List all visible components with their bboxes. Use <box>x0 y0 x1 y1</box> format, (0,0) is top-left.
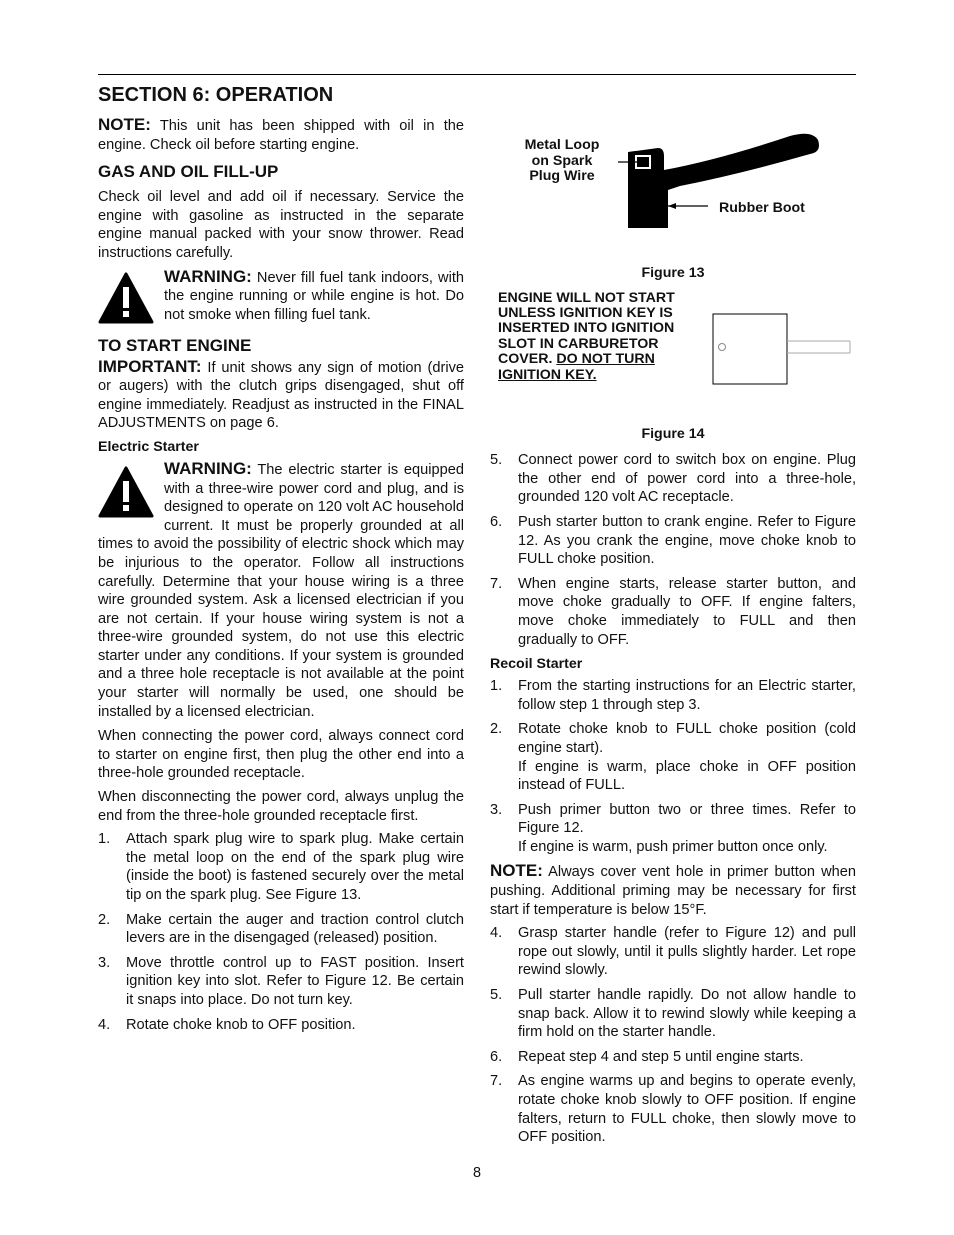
figure14-caption: Figure 14 <box>641 425 705 442</box>
warning-text: The electric starter is equipped with a three-wire power cord and plug, and is designed to operate on 120 volt AC household current. It must be properly grounded at all times to avoid the possibility of electric shock which may be injurious to the operator. Follow all instructions carefully. Determine that your house wiring is a three wire grounded system. Ask a licensed electrician if you are not certain. If your house wiring system is not a three-wire grounded system, do not use this electric starter under any conditions. If your system is grounded and a three hole receptacle is not available at the point your starter will normally be used, one should be installed by a licensed electrician. <box>98 461 464 720</box>
connect-paragraph: When connecting the power cord, always connect cord to starter on engine first, then plug the other end into a three-hole grounded receptacle. <box>98 728 464 782</box>
electric-steps-continued <box>490 451 856 649</box>
section-title: SECTION 6: OPERATION <box>98 84 334 106</box>
list-item: 7. When engine starts, release starter button, and move choke gradually to OFF. If engine falters, move choke immediately to FULL and then gradually to OFF. <box>490 575 856 648</box>
right-column <box>490 130 856 1153</box>
note-primer <box>490 862 856 919</box>
electric-starter-heading: Electric Starter <box>98 438 199 455</box>
electric-steps-list <box>98 830 464 1034</box>
warning-triangle-icon <box>98 466 154 518</box>
warning-label: WARNING: <box>164 458 252 478</box>
figure13-label-rubber-boot: Rubber Boot <box>719 200 805 216</box>
ignition-slot-illustration <box>712 313 854 387</box>
warning-label: WARNING: <box>164 266 252 286</box>
important-label: IMPORTANT: <box>98 356 202 376</box>
important-note <box>98 358 464 433</box>
important-text: If unit shows any sign of motion (drive or augers) with the clutch grips disengaged, shut off engine immediately. Readjust as instructed in the FINAL ADJUSTMENTS on page 6. <box>98 359 464 432</box>
list-item: 5. Pull starter handle rapidly. Do not allow handle to snap back. Allow it to rewind slowly while keeping a firm hold on the starter handle. <box>490 987 856 1041</box>
disconnect-paragraph: When disconnecting the power cord, always unplug the end from the three-hole grounded receptacle first. <box>98 789 464 824</box>
list-item: 6. Repeat step 4 and step 5 until engine starts. <box>490 1048 804 1065</box>
recoil-steps-list-continued <box>490 924 856 1147</box>
list-item: 6. Push starter button to crank engine. Refer to Figure 12. As you crank the engine, move choke knob to FULL choke position. <box>490 513 856 568</box>
warning-text: Never fill fuel tank indoors, with the engine running or while engine is hot. Do not smoke when filling fuel tank. <box>164 269 464 323</box>
list-item: 2. Rotate choke knob to FULL choke position (cold engine start). If engine is warm, place choke in OFF position instead of FULL. <box>490 721 856 794</box>
note-label: NOTE: <box>490 861 543 881</box>
note-label: NOTE: <box>98 115 151 134</box>
list-item: 3. Move throttle control up to FAST position. Insert ignition key into slot. Refer to Figure 12. Be certain it snaps into place. Do not turn key. <box>98 954 464 1008</box>
note-text: This unit has been shipped with oil in the engine. Check oil before starting engine. <box>98 118 464 153</box>
recoil-steps-list <box>490 677 856 856</box>
left-column <box>98 82 464 1040</box>
gas-oil-heading: GAS AND OIL FILL-UP <box>98 162 279 182</box>
list-item: 4. Grasp starter handle (refer to Figure 12) and pull rope out slowly, until it pulls slightly harder. Let rope rewind slowly. <box>490 925 856 979</box>
warning-triangle-icon <box>98 272 154 324</box>
list-item: 4. Rotate choke knob to OFF position. <box>98 1016 356 1033</box>
figure-14 <box>490 291 856 421</box>
recoil-starter-heading: Recoil Starter <box>490 656 583 673</box>
start-engine-heading: TO START ENGINE <box>98 335 252 355</box>
gas-oil-text: Check oil level and add oil if necessary. Service the engine with gasoline as instructed in the separate engine manual packed with your snow thrower. Read instructions carefully. <box>98 189 464 261</box>
note-oil <box>98 116 464 154</box>
warning-electric <box>98 460 464 721</box>
list-item: 3. Push primer button two or three times. Refer to Figure 12. If engine is warm, push primer button once only. <box>490 801 856 855</box>
list-item: 1. From the starting instructions for an Electric starter, follow step 1 through step 3. <box>490 678 856 713</box>
header-rule <box>98 74 856 75</box>
list-item: 7. As engine warms up and begins to operate evenly, rotate choke knob slowly to OFF position. If engine falters, return to FULL choke, then slowly move to OFF position. <box>490 1073 856 1146</box>
spark-plug-boot-illustration <box>590 130 830 240</box>
list-item: 2. Make certain the auger and traction control clutch levers are in the disengaged (released) position. <box>98 911 464 947</box>
figure13-label-metal-loop: Metal Loop on Spark Plug Wire <box>524 137 600 185</box>
warning-fuel <box>98 268 464 326</box>
list-item: 5. Connect power cord to switch box on engine. Plug the other end of power cord into a three-hole, grounded 120 volt AC receptacle. <box>490 452 856 506</box>
note-text: Always cover vent hole in primer button when pushing. Additional priming may be necessary for first start if temperature is below 15°F. <box>490 864 856 918</box>
figure-13 <box>490 130 856 260</box>
figure14-text: ENGINE WILL NOT START UNLESS IGNITION KEY IS INSERTED INTO IGNITION SLOT IN CARBURETOR COVER. DO NOT TURN IGNITION KEY. <box>498 289 675 383</box>
list-item: 1. Attach spark plug wire to spark plug. Make certain the metal loop on the end of the spark plug wire (inside the boot) is fastened securely over the metal tip on the spark plug. See Figure 13. <box>98 831 464 903</box>
page-number: 8 <box>472 1165 481 1181</box>
figure13-caption: Figure 13 <box>641 265 705 281</box>
